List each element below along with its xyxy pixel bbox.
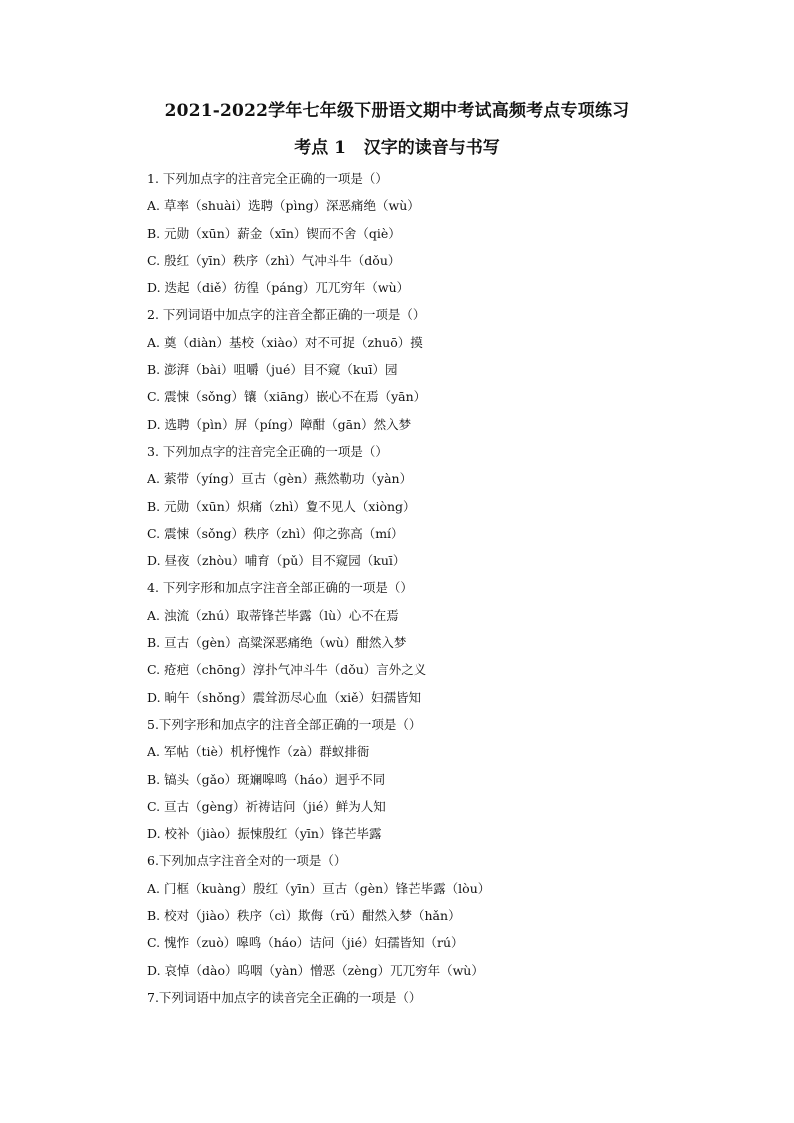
question-option: D. 迭起（diě）彷徨（páng）兀兀穷年（wù） (147, 280, 410, 296)
question-stem: 1. 下列加点字的注音完全正确的一项是（） (147, 171, 388, 186)
question-option: C. 震悚（sǒng）镶（xiāng）嵌心不在焉（yān） (147, 389, 427, 405)
question-stem: 6.下列加点字注音全对的一项是（） (147, 853, 347, 869)
question-option: B. 镐头（gǎo）斑斓嗥鸣（háo）迥乎不同 (147, 771, 386, 787)
question-option: D. 哀悼（dào）呜咽（yàn）憎恶（zèng）兀兀穷年（wù） (147, 962, 484, 978)
question-option: C. 亘古（gèng）祈祷诘问（jié）鲜为人知 (147, 798, 386, 814)
question-option: D. 校补（jiào）振悚殷红（yīn）锋芒毕露 (147, 826, 382, 842)
question-option: B. 校对（jiào）秩序（cì）欺侮（rǔ）酣然入梦（hǎn） (147, 908, 461, 924)
question-option: C. 愧怍（zuò）嗥鸣（háo）诘问（jié）妇孺皆知（rú） (147, 935, 464, 951)
question-option: D. 选聘（pìn）屏（píng）障酣（gān）然入梦 (147, 416, 412, 432)
question-list (147, 168, 707, 1014)
question-option: A. 浊流（zhú）取蒂锋芒毕露（lù）心不在焉 (147, 607, 399, 623)
question-option: A. 军帖（tiè）机杼愧怍（zà）群蚁排衙 (147, 744, 370, 760)
document-title: 2021-2022学年七年级下册语文期中考试高频考点专项练习 (164, 101, 630, 121)
question-stem: 4. 下列字形和加点字注音全部正确的一项是（） (147, 580, 413, 596)
question-option: C. 疮疤（chōng）淳扑气冲斗牛（dǒu）言外之义 (147, 662, 427, 678)
document-subtitle: 考点 1 汉字的读音与书写 (294, 138, 500, 158)
question-option: A. 萦带（yíng）亘古（gèn）燕然勒功（yàn） (147, 471, 413, 487)
question-option: B. 澎湃（bài）咀嚼（jué）目不窥（kuī）园 (147, 362, 398, 378)
question-stem: 3. 下列加点字的注音完全正确的一项是（） (147, 443, 388, 459)
question-option: B. 元勋（xūn）薪金（xīn）锲而不舍（qiè） (147, 225, 401, 241)
question-stem: 7.下列词语中加点字的读音完全正确的一项是（） (147, 989, 422, 1005)
question-option: D. 晌午（shǒng）震耸沥尽心血（xiě）妇孺皆知 (147, 689, 422, 705)
question-option: B. 元勋（xūn）炽痛（zhì）夐不见人（xiòng） (147, 498, 416, 514)
question-option: A. 草率（shuài）选聘（pìng）深恶痛绝（wù） (147, 198, 420, 214)
question-option: A. 奠（diàn）基校（xiào）对不可捉（zhuō）摸 (147, 334, 423, 350)
question-stem: 2. 下列词语中加点字的注音全都正确的一项是（） (147, 307, 426, 323)
question-stem: 5.下列字形和加点字的注音全部正确的一项是（） (147, 716, 422, 732)
question-option: C. 震悚（sǒng）秩序（zhì）仰之弥高（mí） (147, 525, 404, 541)
question-option: B. 亘古（gèn）高粱深恶痛绝（wù）酣然入梦 (147, 635, 407, 651)
question-option: C. 殷红（yīn）秩序（zhì）气冲斗牛（dǒu） (147, 252, 401, 268)
question-option: A. 门框（kuàng）殷红（yīn）亘古（gèn）锋芒毕露（lòu） (147, 880, 491, 896)
question-option: D. 昼夜（zhòu）哺育（pǔ）目不窥园（kuī） (147, 553, 406, 569)
